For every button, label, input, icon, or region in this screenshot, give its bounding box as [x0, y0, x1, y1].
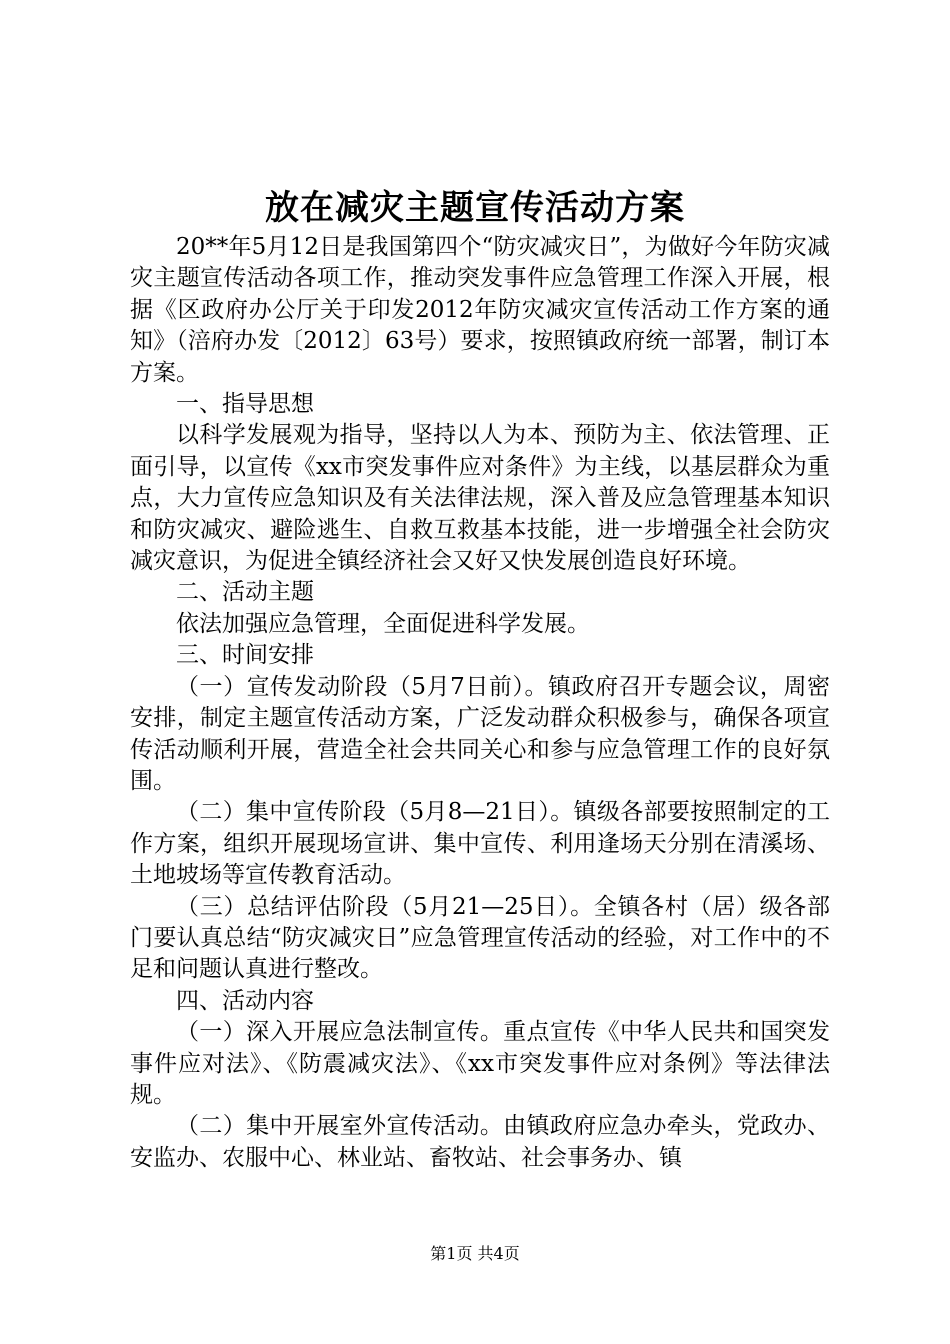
- paragraph-content-item-1: （一）深入开展应急法制宣传。重点宣传《中华人民共和国突发事件应对法》、《防震减灾法》、《xx市突发事件应对条例》等法律法规。: [130, 1019, 830, 1108]
- paragraph-schedule-stage-3: （三）总结评估阶段（5月21—25日）。全镇各村（居）级各部门要认真总结“防灾减灾日”应急管理宣传活动的经验，对工作中的不足和问题认真进行整改。: [130, 893, 830, 983]
- paragraph-activity-theme: 依法加强应急管理，全面促进科学发展。: [176, 610, 590, 637]
- page-footer: 第1页 共4页: [430, 1244, 520, 1263]
- paragraph-schedule-stage-1: （一）宣传发动阶段（5月7日前）。镇政府召开专题会议，周密安排，制定主题宣传活动方案，广泛发动群众积极参与，确保各项宣传活动顺利开展，营造全社会共同关心和参与应急管理工作的良好氛围。: [130, 673, 830, 794]
- section-heading-guiding-ideology: 一、指导思想: [176, 391, 314, 418]
- section-heading-schedule: 三、时间安排: [176, 642, 314, 669]
- intro-paragraph: 20**年5月12日是我国第四个“防灾减灾日”，为做好今年防灾减灾主题宣传活动各项工作，推动突发事件应急管理工作深入开展，根据《区政府办公厅关于印发2012年防灾减灾宣传活动工作方案的通知》（涪府办发〔2012〕63号）要求，按照镇政府统一部署，制订本方案。: [130, 234, 830, 386]
- paragraph-content-item-2: （二）集中开展室外宣传活动。由镇政府应急办牵头，党政办、安监办、农服中心、林业站、畜牧站、社会事务办、镇: [130, 1113, 830, 1171]
- paragraph-guiding-ideology: 以科学发展观为指导，坚持以人为本、预防为主、依法管理、正面引导，以宣传《xx市突发事件应对条件》为主线，以基层群众为重点，大力宣传应急知识及有关法律法规，深入普及应急管理基本知识和防灾减灾、避险逃生、自救互救基本技能，进一步增强全社会防灾减灾意识，为促进全镇经济社会又好又快发展创造良好环境。: [130, 422, 830, 575]
- document-body: [130, 232, 830, 1174]
- paragraph-schedule-stage-2: （二）集中宣传阶段（5月8—21日）。镇级各部要按照制定的工作方案，组织开展现场宣讲、集中宣传、利用逢场天分别在清溪场、土地坡场等宣传教育活动。: [130, 799, 830, 889]
- section-heading-activity-content: 四、活动内容: [176, 987, 314, 1014]
- section-heading-activity-theme: 二、活动主题: [176, 579, 314, 606]
- document-title: 放在减灾主题宣传活动方案: [265, 188, 685, 228]
